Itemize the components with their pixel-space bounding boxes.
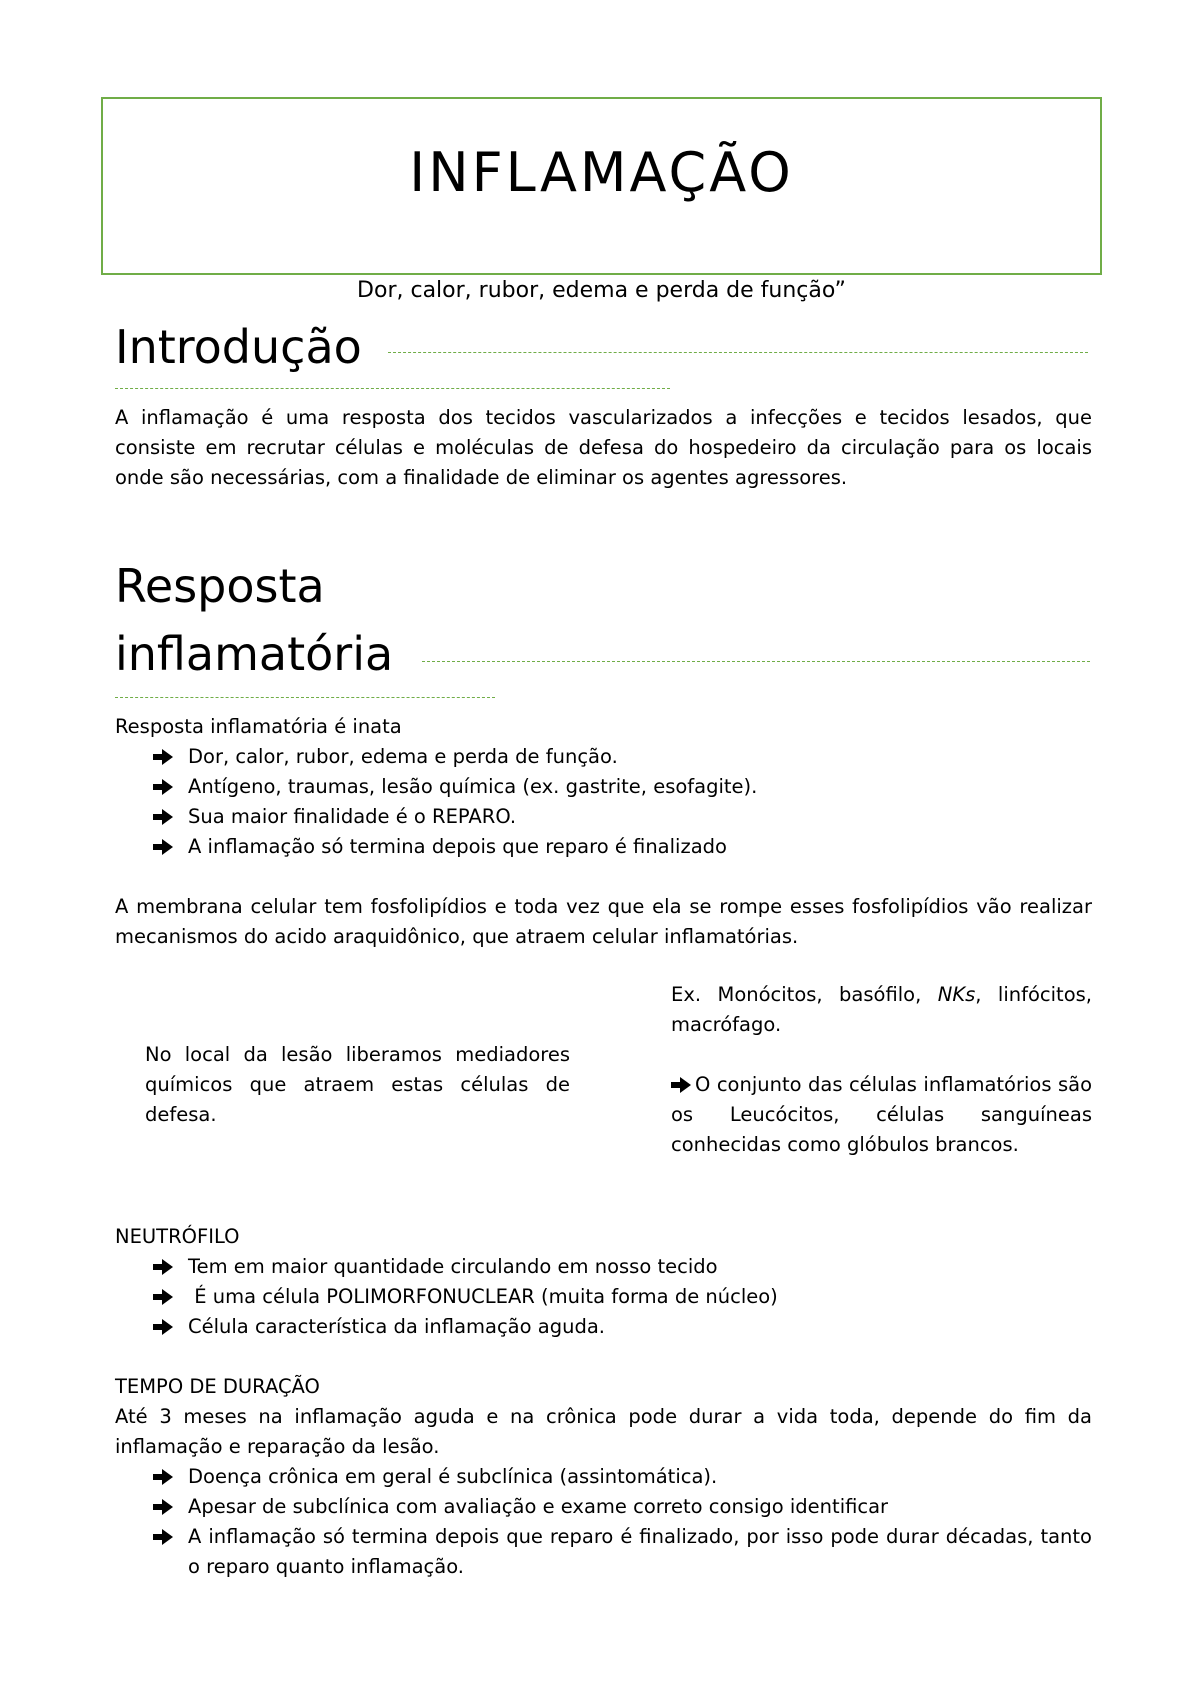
heading-resposta-line1: Resposta [115, 559, 325, 613]
neutrofilo-heading: NEUTRÓFILO [115, 1225, 240, 1248]
conjunto-paragraph: O conjunto das células inflamatórios são os Leucócitos, células sanguíneas conhecidas como glóbulos brancos. [671, 1070, 1092, 1160]
list-item-text: A inflamação só termina depois que reparo é finalizado, por isso pode durar décadas, tanto o reparo quanto inflamação. [188, 1525, 1092, 1578]
neutrofilo-bullet-list [115, 1252, 1092, 1342]
list-item [115, 832, 1092, 862]
arrow-right-icon [153, 742, 175, 772]
nks-italic: NKs [937, 983, 976, 1006]
heading-dashed-rule [422, 661, 1090, 662]
arrow-right-icon [671, 1070, 695, 1093]
list-item-text: Tem em maior quantidade circulando em nosso tecido [188, 1255, 718, 1278]
list-item [115, 1252, 1092, 1282]
list-item-text: Apesar de subclínica com avaliação e exame correto consigo identificar [188, 1495, 889, 1518]
membrana-paragraph: A membrana celular tem fosfolipídios e toda vez que ela se rompe esses fosfolipídios vão realizar mecanismos do acido araquidônico, que atraem celular inflamatórias. [115, 895, 1092, 948]
arrow-right-icon [153, 802, 175, 832]
heading-dashed-rule [115, 697, 495, 698]
right-column [671, 980, 1092, 1160]
tempo-paragraph: Até 3 meses na inflamação aguda e na crônica pode durar a vida toda, depende do fim da inflamação e reparação da lesão. [115, 1405, 1092, 1458]
intro-paragraph: A inflamação é uma resposta dos tecidos vascularizados a infecções e tecidos lesados, que consiste em recrutar células e moléculas de defesa do hospedeiro da circulação para os locais onde são necessárias, com a finalidade de eliminar os agentes agressores. [115, 406, 1092, 489]
list-item-text: Doença crônica em geral é subclínica (assintomática). [188, 1465, 718, 1488]
examples-line: Ex. Monócitos, basófilo, NKs, linfócitos, macrófago. [671, 983, 1092, 1036]
list-item [115, 1282, 1092, 1312]
list-item-text: É uma célula POLIMORFONUCLEAR (muita forma de núcleo) [188, 1285, 778, 1308]
list-item [115, 742, 1092, 772]
list-item [115, 802, 1092, 832]
list-item-text: Célula característica da inflamação aguda. [188, 1315, 605, 1338]
arrow-right-icon [153, 1252, 175, 1282]
arrow-right-icon [153, 1282, 175, 1312]
left-column-text: No local da lesão liberamos mediadores químicos que atraem estas células de defesa. [145, 1043, 570, 1126]
list-item-text: Dor, calor, rubor, edema e perda de função. [188, 745, 618, 768]
heading-resposta-line2: inflamatória [115, 627, 394, 681]
list-item [115, 1462, 1092, 1492]
heading-dashed-rule [388, 352, 1088, 353]
list-item-text: Sua maior finalidade é o REPARO. [188, 805, 517, 828]
tempo-heading: TEMPO DE DURAÇÃO [115, 1375, 320, 1398]
arrow-right-icon [153, 1462, 175, 1492]
tempo-bullet-list [115, 1462, 1092, 1582]
list-item [115, 1312, 1092, 1342]
title-box [101, 97, 1102, 275]
list-item [115, 772, 1092, 802]
subtitle-quote: Dor, calor, rubor, edema e perda de função” [357, 278, 846, 303]
heading-introducao: Introdução [115, 320, 362, 374]
arrow-right-icon [153, 1312, 175, 1342]
list-item [115, 1522, 1092, 1582]
arrow-right-icon [153, 772, 175, 802]
resposta-bullet-list [115, 742, 1092, 862]
list-item [115, 1492, 1092, 1522]
heading-dashed-rule [115, 388, 670, 389]
arrow-right-icon [153, 1492, 175, 1522]
list-item-text: Antígeno, traumas, lesão química (ex. gastrite, esofagite). [188, 775, 758, 798]
arrow-right-icon [153, 832, 175, 862]
page-title: INFLAMAÇÃO [409, 141, 794, 204]
list-item-text: A inflamação só termina depois que reparo é finalizado [188, 835, 727, 858]
arrow-right-icon [153, 1522, 175, 1552]
resposta-lead: Resposta inflamatória é inata [115, 715, 402, 738]
